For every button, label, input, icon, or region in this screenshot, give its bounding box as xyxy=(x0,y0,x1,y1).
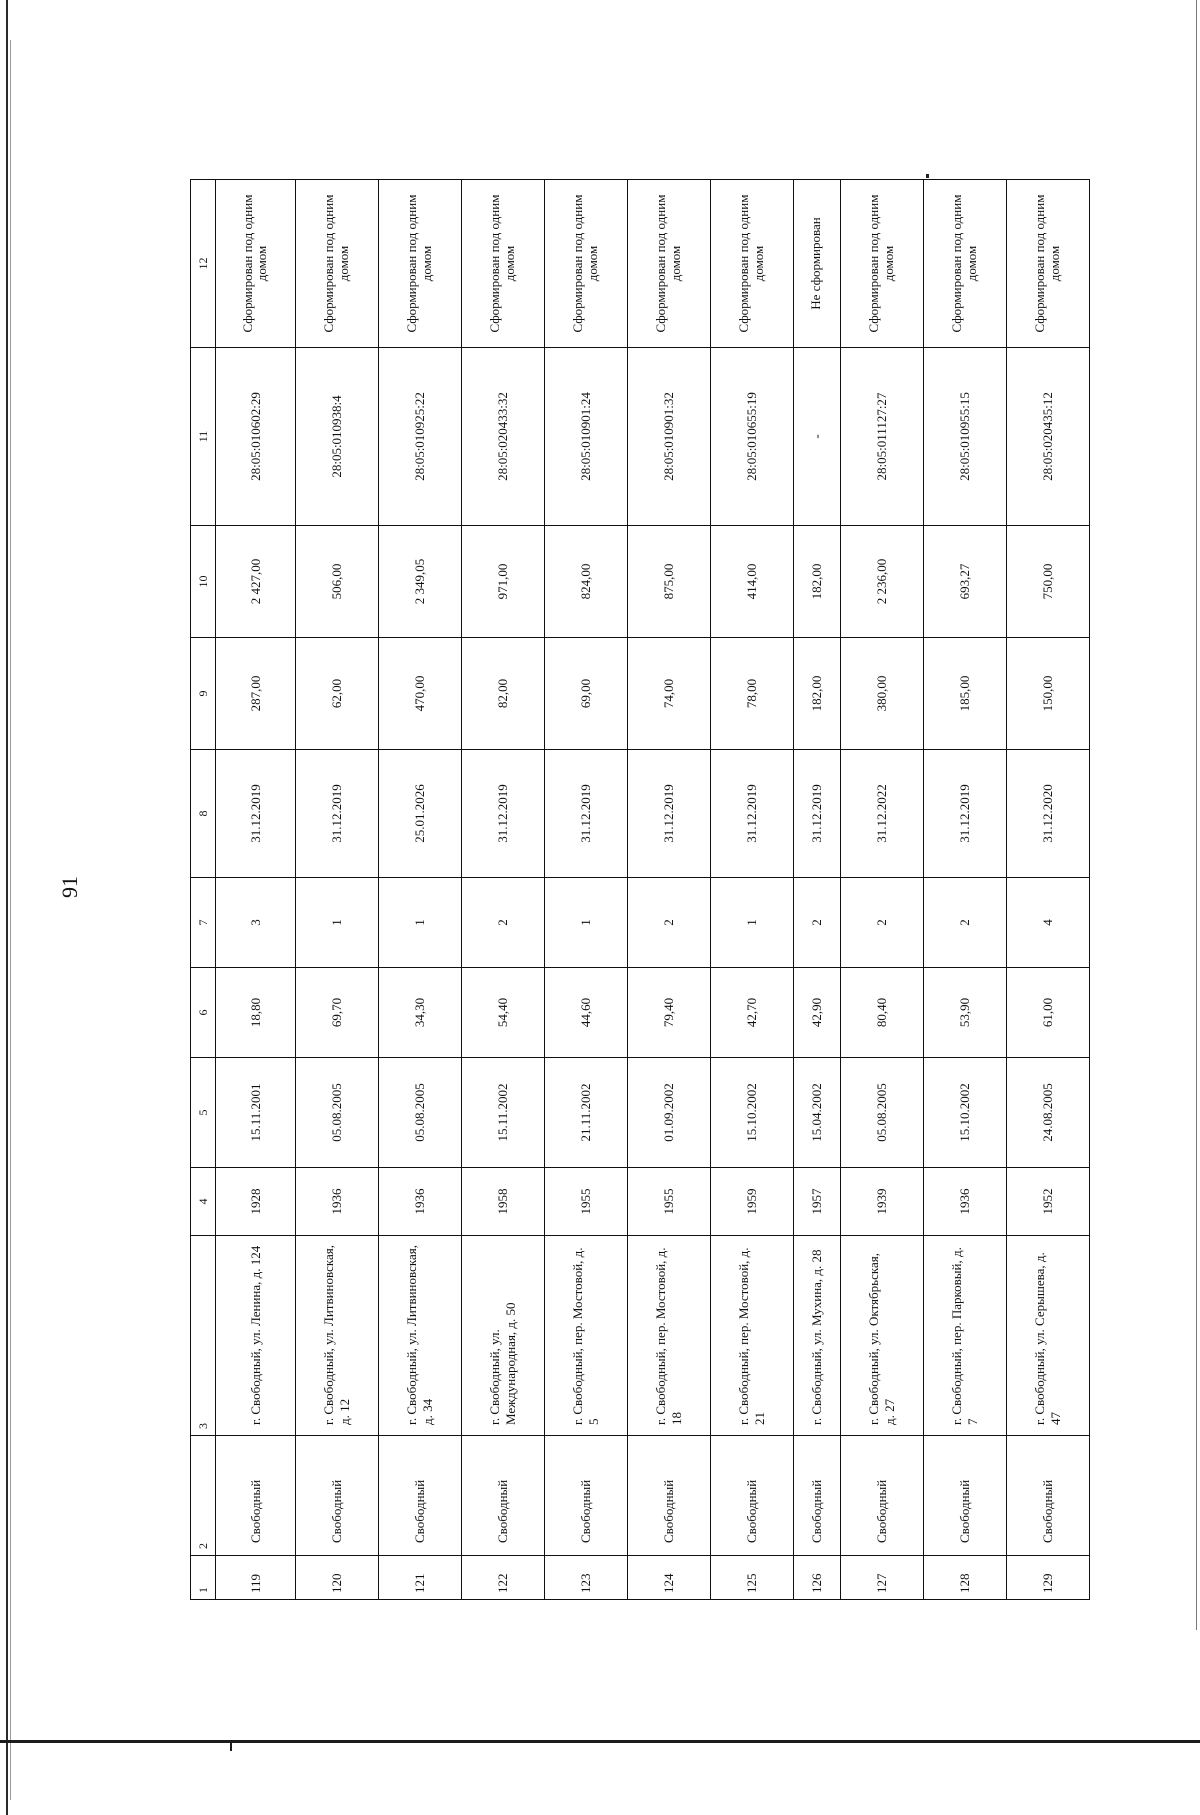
column-header: 3 xyxy=(191,1236,216,1436)
settlement-name: Свободный xyxy=(378,1436,461,1556)
area-value: 42,90 xyxy=(793,968,840,1058)
column-header: 5 xyxy=(191,1058,216,1168)
area-value: 44,60 xyxy=(544,968,627,1058)
deadline-date: 31.12.2019 xyxy=(793,750,840,878)
cadastral-number: 28:05:010955:15 xyxy=(923,348,1006,526)
area-value-10: 414,00 xyxy=(710,526,793,638)
land-status: Сформирован под одним домом xyxy=(627,180,710,348)
count-value: 2 xyxy=(923,878,1006,968)
address: г. Свободный, пер. Мостовой, д. 18 xyxy=(627,1236,710,1436)
table-row xyxy=(461,180,544,1600)
table-row xyxy=(627,180,710,1600)
area-value-9: 470,00 xyxy=(378,638,461,750)
area-value-9: 287,00 xyxy=(216,638,296,750)
column-header: 4 xyxy=(191,1168,216,1236)
scan-border-right xyxy=(1196,0,1197,1630)
address: г. Свободный, ул. Октябрьская, д. 27 xyxy=(841,1236,924,1436)
land-status: Сформирован под одним домом xyxy=(841,180,924,348)
year-built: 1957 xyxy=(793,1168,840,1236)
table-row xyxy=(295,180,378,1600)
land-status: Сформирован под одним домом xyxy=(710,180,793,348)
settlement-name: Свободный xyxy=(923,1436,1006,1556)
area-value-9: 150,00 xyxy=(1006,638,1089,750)
area-value-10: 2 427,00 xyxy=(216,526,296,638)
land-status: Сформирован под одним домом xyxy=(544,180,627,348)
area-value: 18,80 xyxy=(216,968,296,1058)
row-number: 126 xyxy=(793,1556,840,1600)
column-header: 2 xyxy=(191,1436,216,1556)
area-value-9: 69,00 xyxy=(544,638,627,750)
recognition-date: 05.08.2005 xyxy=(295,1058,378,1168)
cadastral-number: 28:05:020433:32 xyxy=(461,348,544,526)
cadastral-number: 28:05:011127:27 xyxy=(841,348,924,526)
row-number: 122 xyxy=(461,1556,544,1600)
table-body xyxy=(216,180,1090,1600)
recognition-date: 15.11.2001 xyxy=(216,1058,296,1168)
recognition-date: 21.11.2002 xyxy=(544,1058,627,1168)
year-built: 1955 xyxy=(627,1168,710,1236)
recognition-date: 15.11.2002 xyxy=(461,1058,544,1168)
column-header: 8 xyxy=(191,750,216,878)
area-value-10: 2 349,05 xyxy=(378,526,461,638)
recognition-date: 01.09.2002 xyxy=(627,1058,710,1168)
land-status: Сформирован под одним домом xyxy=(1006,180,1089,348)
deadline-date: 31.12.2019 xyxy=(295,750,378,878)
settlement-name: Свободный xyxy=(627,1436,710,1556)
land-status: Сформирован под одним домом xyxy=(923,180,1006,348)
count-value: 1 xyxy=(710,878,793,968)
column-header: 11 xyxy=(191,348,216,526)
cadastral-number: 28:05:010901:24 xyxy=(544,348,627,526)
deadline-date: 31.12.2019 xyxy=(461,750,544,878)
table-row xyxy=(710,180,793,1600)
count-value: 2 xyxy=(841,878,924,968)
address: г. Свободный, ул. Мухина, д. 28 xyxy=(793,1236,840,1436)
header-row xyxy=(191,180,216,1600)
settlement-name: Свободный xyxy=(461,1436,544,1556)
area-value: 53,90 xyxy=(923,968,1006,1058)
cadastral-number: 28:05:010925:22 xyxy=(378,348,461,526)
recognition-date: 05.08.2005 xyxy=(841,1058,924,1168)
year-built: 1936 xyxy=(295,1168,378,1236)
address: г. Свободный, ул. Литвиновская, д. 34 xyxy=(378,1236,461,1436)
settlement-name: Свободный xyxy=(216,1436,296,1556)
recognition-date: 24.08.2005 xyxy=(1006,1058,1089,1168)
row-number: 124 xyxy=(627,1556,710,1600)
area-value-10: 693,27 xyxy=(923,526,1006,638)
cadastral-number: 28:05:010901:32 xyxy=(627,348,710,526)
scan-speck xyxy=(926,174,929,178)
address: г. Свободный, ул. Международная, д. 50 xyxy=(461,1236,544,1436)
table-row xyxy=(544,180,627,1600)
land-status: Сформирован под одним домом xyxy=(378,180,461,348)
count-value: 1 xyxy=(295,878,378,968)
address: г. Свободный, ул. Серышева, д. 47 xyxy=(1006,1236,1089,1436)
year-built: 1928 xyxy=(216,1168,296,1236)
area-value: 42,70 xyxy=(710,968,793,1058)
row-number: 129 xyxy=(1006,1556,1089,1600)
cadastral-number: 28:05:020435:12 xyxy=(1006,348,1089,526)
year-built: 1936 xyxy=(378,1168,461,1236)
column-header: 9 xyxy=(191,638,216,750)
column-header: 1 xyxy=(191,1556,216,1600)
year-built: 1955 xyxy=(544,1168,627,1236)
deadline-date: 31.12.2019 xyxy=(544,750,627,878)
row-number: 125 xyxy=(710,1556,793,1600)
count-value: 4 xyxy=(1006,878,1089,968)
scan-border-left xyxy=(6,0,8,1815)
settlement-name: Свободный xyxy=(295,1436,378,1556)
land-status: Сформирован под одним домом xyxy=(216,180,296,348)
deadline-date: 31.12.2022 xyxy=(841,750,924,878)
scan-border-left-inner xyxy=(10,40,11,1800)
table-row xyxy=(841,180,924,1600)
cadastral-number: - xyxy=(793,348,840,526)
table-row xyxy=(1006,180,1089,1600)
column-header: 6 xyxy=(191,968,216,1058)
year-built: 1936 xyxy=(923,1168,1006,1236)
area-value-10: 875,00 xyxy=(627,526,710,638)
count-value: 2 xyxy=(793,878,840,968)
cadastral-number: 28:05:010655:19 xyxy=(710,348,793,526)
recognition-date: 15.10.2002 xyxy=(923,1058,1006,1168)
deadline-date: 31.12.2019 xyxy=(710,750,793,878)
address: г. Свободный, пер. Парковый, д. 7 xyxy=(923,1236,1006,1436)
land-status: Сформирован под одним домом xyxy=(461,180,544,348)
area-value-10: 750,00 xyxy=(1006,526,1089,638)
area-value-9: 74,00 xyxy=(627,638,710,750)
settlement-name: Свободный xyxy=(710,1436,793,1556)
column-header: 12 xyxy=(191,180,216,348)
count-value: 3 xyxy=(216,878,296,968)
land-status: Не сформирован xyxy=(793,180,840,348)
table-container xyxy=(190,180,1090,1600)
area-value-9: 185,00 xyxy=(923,638,1006,750)
row-number: 121 xyxy=(378,1556,461,1600)
area-value-9: 78,00 xyxy=(710,638,793,750)
scan-tick-mark xyxy=(230,1743,232,1751)
scan-border-bottom xyxy=(0,1740,1200,1743)
area-value-10: 824,00 xyxy=(544,526,627,638)
count-value: 1 xyxy=(544,878,627,968)
year-built: 1958 xyxy=(461,1168,544,1236)
year-built: 1939 xyxy=(841,1168,924,1236)
area-value-10: 971,00 xyxy=(461,526,544,638)
deadline-date: 25.01.2026 xyxy=(378,750,461,878)
area-value-10: 182,00 xyxy=(793,526,840,638)
settlement-name: Свободный xyxy=(793,1436,840,1556)
recognition-date: 05.08.2005 xyxy=(378,1058,461,1168)
area-value-10: 2 236,00 xyxy=(841,526,924,638)
settlement-name: Свободный xyxy=(841,1436,924,1556)
row-number: 120 xyxy=(295,1556,378,1600)
area-value: 34,30 xyxy=(378,968,461,1058)
area-value-9: 182,00 xyxy=(793,638,840,750)
area-value: 61,00 xyxy=(1006,968,1089,1058)
row-number: 123 xyxy=(544,1556,627,1600)
cadastral-number: 28:05:010938:4 xyxy=(295,348,378,526)
area-value-9: 82,00 xyxy=(461,638,544,750)
address: г. Свободный, ул. Ленина, д. 124 xyxy=(216,1236,296,1436)
count-value: 1 xyxy=(378,878,461,968)
count-value: 2 xyxy=(627,878,710,968)
area-value: 69,70 xyxy=(295,968,378,1058)
deadline-date: 31.12.2019 xyxy=(627,750,710,878)
address: г. Свободный, пер. Мостовой, д. 5 xyxy=(544,1236,627,1436)
table-row xyxy=(923,180,1006,1600)
land-status: Сформирован под одним домом xyxy=(295,180,378,348)
page-number: 91 xyxy=(57,876,82,898)
row-number: 128 xyxy=(923,1556,1006,1600)
settlement-name: Свободный xyxy=(1006,1436,1089,1556)
deadline-date: 31.12.2020 xyxy=(1006,750,1089,878)
row-number: 119 xyxy=(216,1556,296,1600)
address: г. Свободный, ул. Литвиновская, д. 12 xyxy=(295,1236,378,1436)
recognition-date: 15.04.2002 xyxy=(793,1058,840,1168)
area-value: 80,40 xyxy=(841,968,924,1058)
table-row xyxy=(378,180,461,1600)
deadline-date: 31.12.2019 xyxy=(923,750,1006,878)
column-header: 10 xyxy=(191,526,216,638)
column-header: 7 xyxy=(191,878,216,968)
area-value-9: 62,00 xyxy=(295,638,378,750)
area-value-9: 380,00 xyxy=(841,638,924,750)
settlement-name: Свободный xyxy=(544,1436,627,1556)
housing-table xyxy=(190,179,1090,1600)
year-built: 1959 xyxy=(710,1168,793,1236)
deadline-date: 31.12.2019 xyxy=(216,750,296,878)
area-value: 54,40 xyxy=(461,968,544,1058)
table-row xyxy=(216,180,296,1600)
address: г. Свободный, пер. Мостовой, д. 21 xyxy=(710,1236,793,1436)
row-number: 127 xyxy=(841,1556,924,1600)
area-value: 79,40 xyxy=(627,968,710,1058)
count-value: 2 xyxy=(461,878,544,968)
cadastral-number: 28:05:010602:29 xyxy=(216,348,296,526)
recognition-date: 15.10.2002 xyxy=(710,1058,793,1168)
area-value-10: 506,00 xyxy=(295,526,378,638)
year-built: 1952 xyxy=(1006,1168,1089,1236)
rotated-table-frame xyxy=(190,180,1090,1600)
table-row xyxy=(793,180,840,1600)
